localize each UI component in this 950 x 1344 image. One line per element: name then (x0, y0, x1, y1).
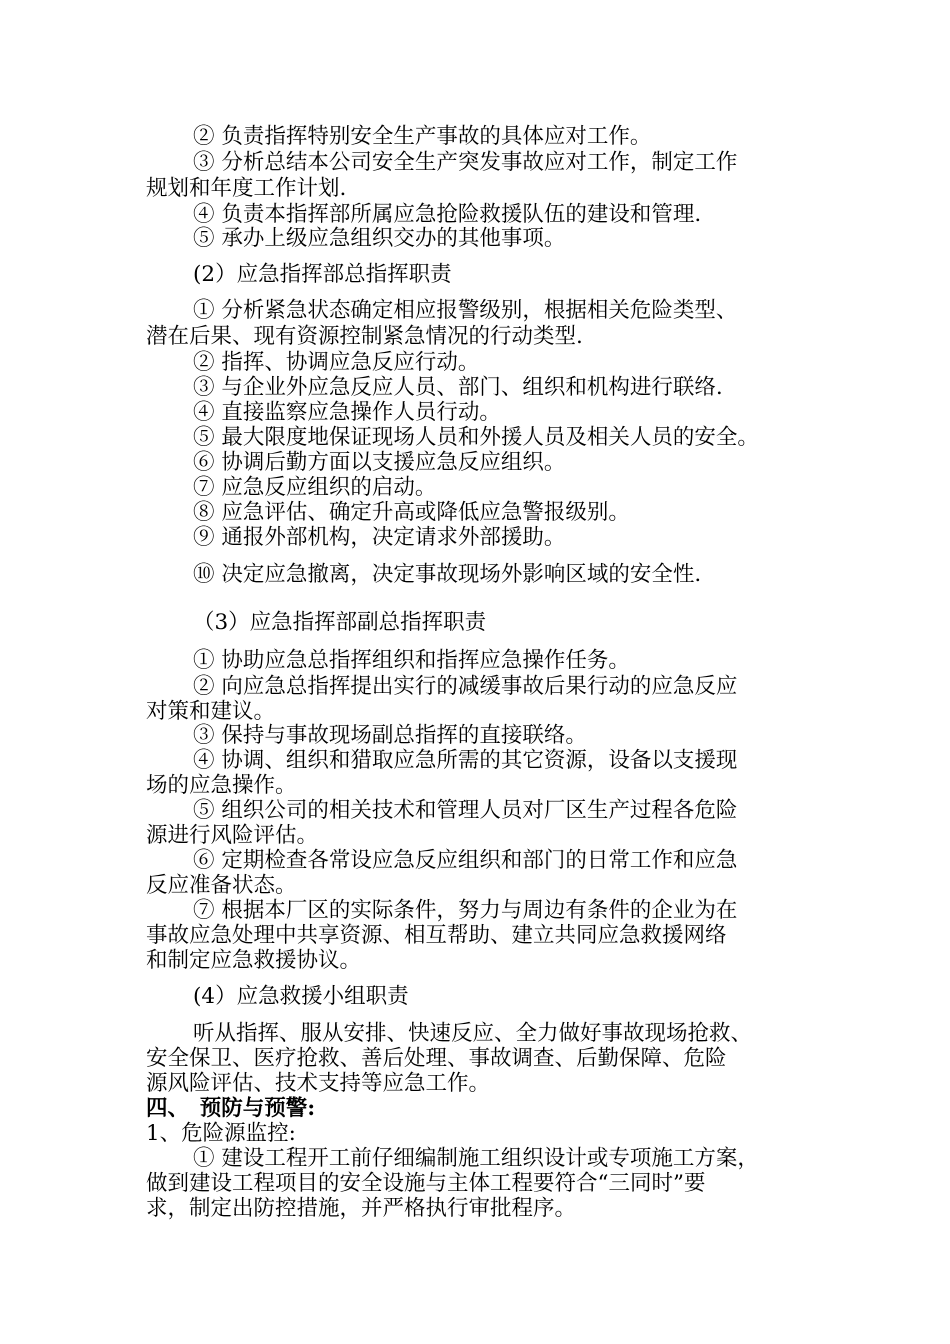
text-line: ③ 分析总结本公司安全生产突发事故应对工作，制定工作 (193, 150, 738, 175)
text-line: 安全保卫、医疗抢救、善后处理、事故调查、后勤保障、危险 (146, 1046, 727, 1071)
text-line: ⑥ 定期检查各常设应急反应组织和部门的日常工作和应急 (193, 848, 738, 873)
section-heading: (4）应急救援小组职责 (193, 984, 409, 1009)
text-line: ③ 保持与事故现场副总指挥的直接联络。 (193, 723, 587, 748)
text-line: ⑤ 组织公司的相关技术和管理人员对厂区生产过程各危险 (193, 798, 738, 823)
text-line: 潜在后果、现有资源控制紧急情况的行动类型. (146, 324, 583, 349)
text-line: ② 指挥、协调应急反应行动。 (193, 350, 480, 375)
text-line: ⑧ 应急评估、确定升高或降低应急警报级别。 (193, 500, 630, 525)
text-line: 反应准备状态。 (146, 873, 297, 898)
text-line: 源进行风险评估。 (146, 823, 319, 848)
text-line: ⑦ 根据本厂区的实际条件，努力与周边有条件的企业为在 (193, 898, 738, 923)
section-heading: （3）应急指挥部副总指挥职责 (193, 610, 487, 635)
text-line: ① 协助应急总指挥组织和指挥应急操作任务。 (193, 648, 630, 673)
text-line: 和制定应急救援协议。 (146, 948, 362, 973)
text-line: ⑦ 应急反应组织的启动。 (193, 475, 437, 500)
text-line: ① 建设工程开工前仔细编制施工组织设计或专项施工方案， (193, 1146, 759, 1171)
text-line: ③ 与企业外应急反应人员、部门、组织和机构进行联络. (193, 375, 723, 400)
text-line: ⑤ 承办上级应急组织交办的其他事项。 (193, 226, 566, 251)
text-line: ⑨ 通报外部机构，决定请求外部援助。 (193, 525, 566, 550)
text-line: ① 分析紧急状态确定相应报警级别，根据相关危险类型、 (193, 298, 738, 323)
text-line: ② 向应急总指挥提出实行的减缓事故后果行动的应急反应 (193, 674, 738, 699)
text-line: ④ 协调、组织和猎取应急所需的其它资源，设备以支援现 (193, 748, 738, 773)
text-line: ⑤ 最大限度地保证现场人员和外援人员及相关人员的安全。 (193, 425, 759, 450)
text-line: 场的应急操作。 (146, 773, 297, 798)
text-line: ④ 负责本指挥部所属应急抢险救援队伍的建设和管理. (193, 202, 702, 227)
text-line: 对策和建议。 (146, 699, 276, 724)
text-line: ⑩ 决定应急撤离，决定事故现场外影响区域的安全性. (193, 562, 702, 587)
text-line: 求，制定出防控措施，并严格执行审批程序。 (146, 1196, 577, 1221)
chapter-heading: 四、 预防与预警: (146, 1096, 316, 1121)
text-line: 事故应急处理中共享资源、相互帮助、建立共同应急救援网络 (146, 923, 727, 948)
text-line: ④ 直接监察应急操作人员行动。 (193, 400, 501, 425)
text-line: 做到建设工程项目的安全设施与主体工程要符合“三同时”要 (146, 1171, 706, 1196)
text-line: ⑥ 协调后勤方面以支援应急反应组织。 (193, 450, 566, 475)
text-line: 源风险评估、技术支持等应急工作。 (146, 1071, 491, 1096)
text-line: 规划和年度工作计划. (146, 176, 347, 201)
section-heading: (2）应急指挥部总指挥职责 (193, 262, 452, 287)
text-line: 听从指挥、服从安排、快速反应、全力做好事故现场抢救、 (193, 1021, 753, 1046)
text-line: ② 负责指挥特别安全生产事故的具体应对工作。 (193, 124, 652, 149)
subsection-heading: 1、危险源监控: (146, 1121, 296, 1146)
